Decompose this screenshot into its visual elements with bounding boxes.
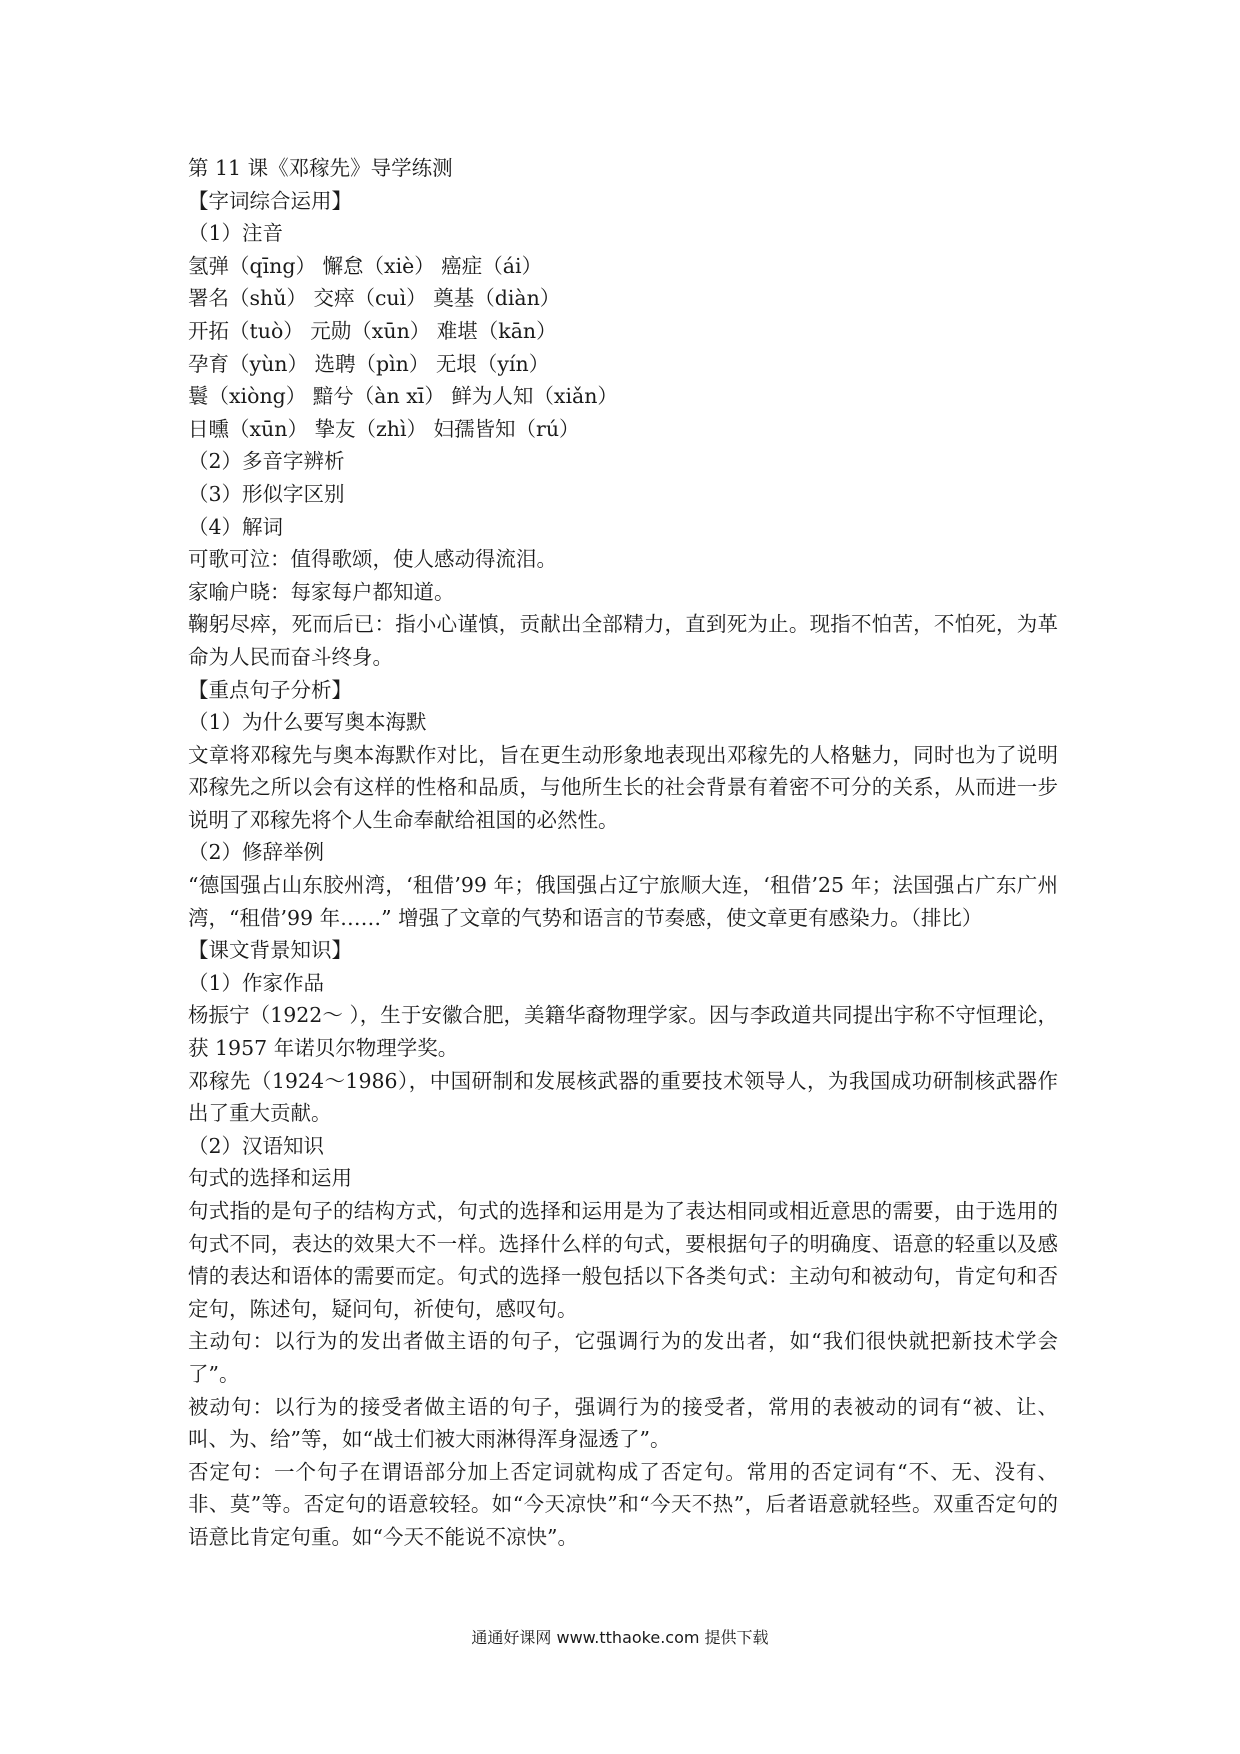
paragraph: “德国强占山东胶州湾，‘租借’99 年；俄国强占辽宁旅顺大连，‘租借’25 年；法国强占广东广州湾，“租借’99 年……” 增强了文章的气势和语言的节奏感，使文章更有感染力。（排比） [188,873,1058,930]
paragraph: 文章将邓稼先与奥本海默作对比，旨在更生动形象地表现出邓稼先的人格魅力，同时也为了说明邓稼先之所以会有这样的性格和品质，与他所生长的社会背景有着密不可分的关系，从而进一步说明了邓稼先将个人生命奉献给祖国的必然性。 [188,742,1058,832]
section-heading: 【字词综合运用】 [188,188,352,213]
definition: 可歌可泣：值得歌颂，使人感动得流泪。 [188,547,557,572]
document-body [188,152,1058,1554]
definition: 鞠躬尽瘁，死而后已：指小心谨慎，贡献出全部精力，直到死为止。现指不怕苦，不怕死，为革命为人民而奋斗终身。 [188,612,1058,669]
sub-heading: 句式的选择和运用 [188,1166,352,1191]
section-heading: 【课文背景知识】 [188,938,352,963]
pinyin-line: 日曛（xūn） 挚友（zhì） 妇孺皆知（rú） [188,416,580,441]
paragraph: 杨振宁（1922～ ），生于安徽合肥，美籍华裔物理学家。因与李政道共同提出宇称不守恒理论，获 1957 年诺贝尔物理学奖。 [188,1003,1058,1061]
pinyin-line: 孕育（yùn） 选聘（pìn） 无垠（yín） [188,351,550,376]
pinyin-line: 氢弹（qīng） 懈怠（xiè） 癌症（ái） [188,253,543,278]
sub-heading: （4）解词 [188,514,284,539]
sub-heading: （2）汉语知识 [188,1133,325,1158]
pinyin-line: 开拓（tuò） 元勋（xūn） 难堪（kān） [188,318,557,343]
paragraph: 主动句：以行为的发出者做主语的句子，它强调行为的发出者，如“我们很快就把新技术学会了”。 [188,1329,1058,1386]
paragraph: 句式指的是句子的结构方式，句式的选择和运用是为了表达相同或相近意思的需要，由于选用的句式不同，表达的效果大不一样。选择什么样的句式，要根据句子的明确度、语意的轻重以及感情的表达和语体的需要而定。句式的选择一般包括以下各类句式：主动句和被动句，肯定句和否定句，陈述句，疑问句，祈使句，感叹句。 [188,1199,1058,1321]
sub-heading: （2）多音字辨析 [188,449,345,474]
paragraph: 邓稼先（1924～1986），中国研制和发展核武器的重要技术领导人，为我国成功研制核武器作出了重大贡献。 [188,1068,1058,1126]
section-heading: 【重点句子分析】 [188,677,352,702]
page-footer: 通通好课网 www.tthaoke.com 提供下载 [471,1628,769,1647]
sub-heading: （1）作家作品 [188,970,325,995]
pinyin-line: 鬟（xiòng） 黯兮（àn xī） 鲜为人知（xiǎn） [188,384,618,409]
definition: 家喻户晓：每家每户都知道。 [188,579,455,604]
sub-heading: （1）为什么要写奥本海默 [188,710,427,735]
paragraph: 被动句：以行为的接受者做主语的句子，强调行为的接受者，常用的表被动的词有“被、让、叫、为、给”等，如“战士们被大雨淋得浑身湿透了”。 [188,1394,1058,1452]
sub-heading: （2）修辞举例 [188,840,325,865]
pinyin-line: 署名（shǔ） 交瘁（cuì） 奠基（diàn） [188,286,561,311]
paragraph: 否定句：一个句子在谓语部分加上否定词就构成了否定句。常用的否定词有“不、无、没有、非、莫”等。否定句的语意较轻。如“今天凉快”和“今天不热”，后者语意就轻些。双重否定句的语意比肯定句重。如“今天不能说不凉快”。 [188,1459,1058,1549]
page-title: 第 11 课《邓稼先》导学练测 [188,156,453,180]
sub-heading: （1）注音 [188,221,284,246]
sub-heading: （3）形似字区别 [188,481,345,506]
